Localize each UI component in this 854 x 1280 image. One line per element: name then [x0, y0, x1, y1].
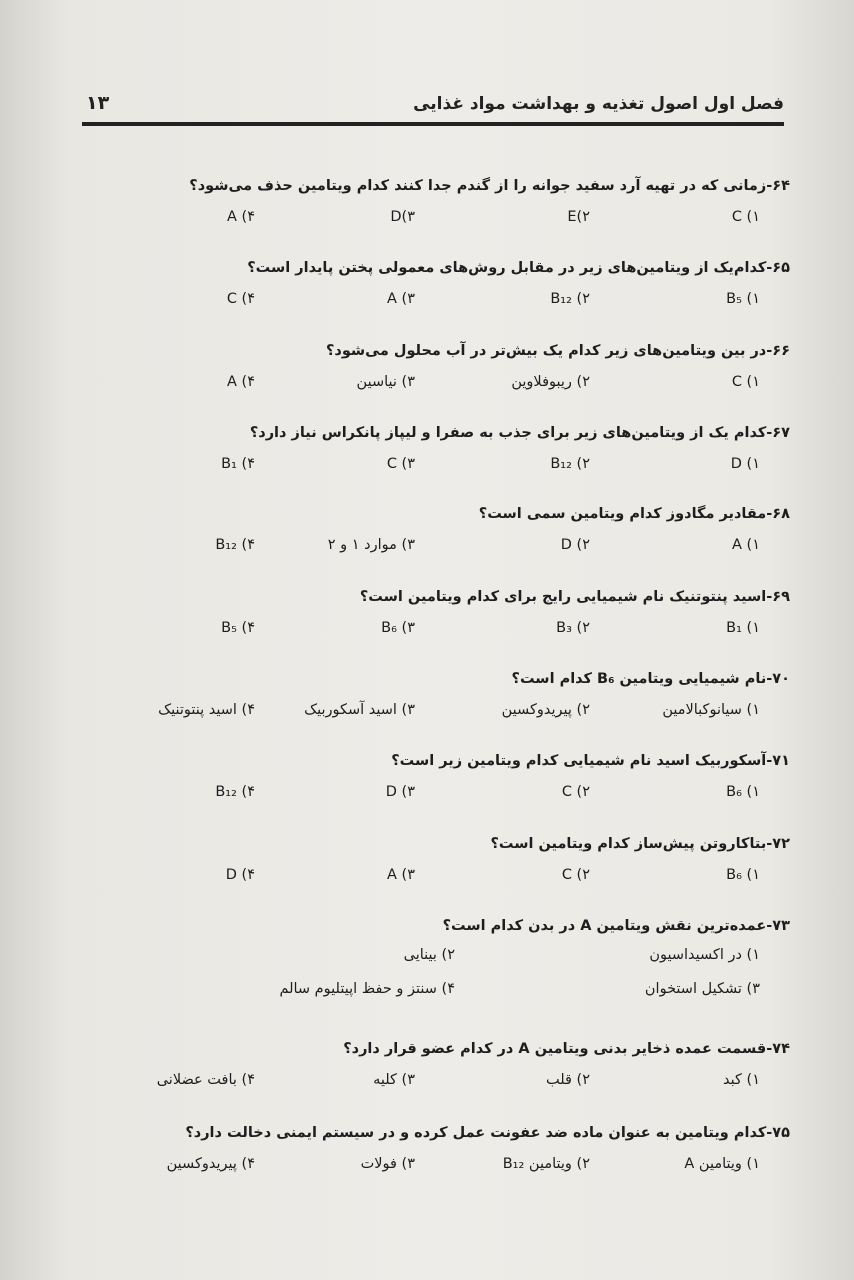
option-3: ۳) تشکیل استخوان — [644, 981, 760, 997]
option-2: E(۲ — [567, 209, 590, 225]
option-4: B₁₂ (۴ — [215, 784, 255, 800]
option-1: ۱) کبد — [723, 1072, 760, 1088]
question-number: ۷۳- — [766, 918, 790, 934]
option-3: ۳) کلیه — [373, 1072, 415, 1088]
option-4: A (۴ — [227, 374, 255, 390]
option-3: D(۳ — [390, 209, 415, 225]
page-number: ۱۳ — [86, 92, 110, 114]
question-69 — [100, 586, 790, 650]
option-2: ۲) ویتامین B₁₂ — [502, 1156, 590, 1172]
option-4: B₅ (۴ — [221, 620, 255, 636]
question-71 — [100, 750, 790, 814]
option-3: C (۳ — [386, 456, 415, 472]
question-text: اسید پنتوتنیک نام شیمیایی رایج برای کدام ویتامین است؟ — [359, 589, 767, 605]
option-2: D (۲ — [560, 537, 590, 553]
option-4: ۴) سنتز و حفظ اپیتلیوم سالم — [279, 981, 455, 997]
option-4: ۴) بافت عضلانی — [156, 1072, 255, 1088]
option-1: D (۱ — [730, 456, 760, 472]
option-1: ۱) در اکسیداسیون — [649, 947, 760, 963]
question-text: مقادیر مگادوز کدام ویتامین سمی است؟ — [478, 506, 767, 522]
question-text: در بین ویتامین‌های زیر کدام یک بیش‌تر در آب محلول می‌شود؟ — [325, 343, 767, 359]
option-3: ۳) اسید آسکوربیک — [304, 702, 415, 718]
option-2: ۲) پیریدوکسین — [501, 702, 590, 718]
option-2: B₁₂ (۲ — [550, 456, 590, 472]
question-text: کدام یک از ویتامین‌های زیر برای جذب به صفرا و لیپاز پانکراس نیاز دارد؟ — [249, 425, 767, 441]
question-text: آسکوربیک اسید نام شیمیایی کدام ویتامین زیر است؟ — [391, 753, 767, 769]
question-text: نام شیمیایی ویتامین B₆ کدام است؟ — [511, 671, 767, 687]
chapter-title: فصل اول اصول تغذیه و بهداشت مواد غذایی — [413, 94, 784, 114]
option-2: C (۲ — [561, 784, 590, 800]
question-text: کدام ویتامین به عنوان ماده ضد عفونت عمل کرده و در سیستم ایمنی دخالت دارد؟ — [185, 1125, 767, 1141]
option-1: B₆ (۱ — [726, 867, 760, 883]
option-3: D (۳ — [385, 784, 415, 800]
option-4: A (۴ — [227, 209, 255, 225]
question-number: ۶۴- — [766, 178, 790, 194]
option-3: B₆ (۳ — [381, 620, 415, 636]
options — [100, 537, 790, 567]
option-3: ۳) فولات — [360, 1156, 415, 1172]
options — [100, 784, 790, 814]
option-2: C (۲ — [561, 867, 590, 883]
option-3: A (۳ — [387, 867, 415, 883]
option-1: B₁ (۱ — [726, 620, 760, 636]
option-2: ۲) ریبوفلاوین — [511, 374, 590, 390]
option-3: ۳) موارد ۱ و ۲ — [327, 537, 415, 553]
question-number: ۷۲- — [766, 836, 790, 852]
question-74 — [100, 1038, 790, 1102]
question-number: ۶۵- — [766, 260, 790, 276]
question-text: قسمت عمده ذخایر بدنی ویتامین A در کدام عضو قرار دارد؟ — [343, 1041, 767, 1057]
options — [100, 1072, 790, 1102]
question-number: ۷۵- — [766, 1125, 790, 1141]
options — [100, 947, 790, 1013]
question-text: بتاکاروتن پیش‌ساز کدام ویتامین است؟ — [490, 836, 767, 852]
question-73 — [100, 915, 790, 1013]
question-75 — [100, 1122, 790, 1186]
question-number: ۶۷- — [766, 425, 790, 441]
question-66 — [100, 340, 790, 404]
question-text: کدام‌یک از ویتامین‌های زیر در مقابل روش‌های معمولی پختن پایدار است؟ — [247, 260, 767, 276]
options — [100, 1156, 790, 1186]
option-1: B₅ (۱ — [726, 291, 760, 307]
option-2: ۲) بینایی — [403, 947, 455, 963]
option-1: B₆ (۱ — [726, 784, 760, 800]
option-1: C (۱ — [731, 209, 760, 225]
option-3: A (۳ — [387, 291, 415, 307]
question-65 — [100, 257, 790, 321]
question-number: ۶۸- — [766, 506, 790, 522]
option-4: ۴) اسید پنتوتنیک — [158, 702, 255, 718]
question-number: ۷۴- — [766, 1041, 790, 1057]
question-number: ۶۹- — [766, 589, 790, 605]
options — [100, 456, 790, 486]
option-1: A (۱ — [732, 537, 760, 553]
options — [100, 620, 790, 650]
options — [100, 867, 790, 897]
question-text: عمده‌ترین نقش ویتامین A در بدن کدام است؟ — [442, 918, 767, 934]
question-64 — [100, 175, 790, 239]
option-4: ۴) پیریدوکسین — [166, 1156, 255, 1172]
question-72 — [100, 833, 790, 897]
option-1: ۱) ویتامین A — [684, 1156, 760, 1172]
option-4: B₁ (۴ — [221, 456, 255, 472]
option-4: C (۴ — [226, 291, 255, 307]
option-2: B₃ (۲ — [556, 620, 590, 636]
question-70 — [100, 668, 790, 732]
options — [100, 291, 790, 321]
question-number: ۶۶- — [766, 343, 790, 359]
question-68 — [100, 503, 790, 567]
option-2: B₁₂ (۲ — [550, 291, 590, 307]
options — [100, 702, 790, 732]
option-2: ۲) قلب — [545, 1072, 590, 1088]
question-text: زمانی که در تهیه آرد سفید جوانه را از گندم جدا کنند کدام ویتامین حذف می‌شود؟ — [189, 178, 767, 194]
question-number: ۷۰- — [766, 671, 790, 687]
question-number: ۷۱- — [766, 753, 790, 769]
options — [100, 209, 790, 239]
option-4: D (۴ — [225, 867, 255, 883]
option-4: B₁₂ (۴ — [215, 537, 255, 553]
option-3: ۳) نیاسین — [356, 374, 415, 390]
option-1: C (۱ — [731, 374, 760, 390]
options — [100, 374, 790, 404]
option-1: ۱) سیانوکبالامین — [662, 702, 760, 718]
question-67 — [100, 422, 790, 486]
